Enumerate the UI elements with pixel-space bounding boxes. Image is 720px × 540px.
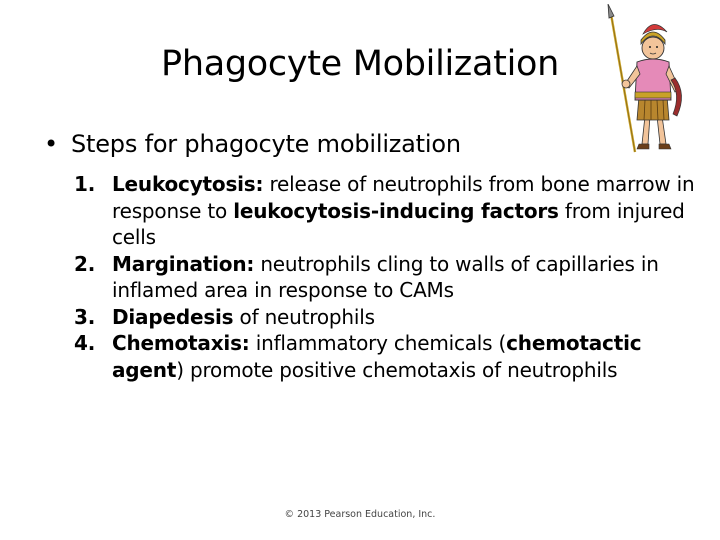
steps-list — [74, 171, 714, 383]
roman-soldier-illustration — [595, 4, 695, 154]
bullet-text: Steps for phagocyte mobilization — [71, 130, 461, 158]
step-term: Chemotaxis: — [112, 331, 250, 355]
list-item — [74, 171, 714, 251]
step-term: Margination: — [112, 251, 255, 276]
step-number: 2. — [74, 251, 96, 276]
bullet-marker: • — [44, 130, 58, 158]
list-item — [74, 251, 714, 304]
step-number: 4. — [74, 331, 96, 355]
step-text: ) promote positive chemotaxis of neutrophils — [176, 357, 618, 382]
list-item — [74, 330, 714, 383]
slide-title: Phagocyte Mobilization — [161, 44, 559, 84]
step-term: Leukocytosis: — [112, 172, 264, 196]
copyright-footer: © 2013 Pearson Education, Inc. — [284, 509, 436, 520]
main-bullet — [44, 130, 461, 158]
step-term: Diapedesis — [112, 304, 234, 329]
step-number: 1. — [74, 172, 96, 196]
step-number: 3. — [74, 304, 96, 329]
step-text: release of neutrophils from bone marrow in response to — [112, 172, 695, 223]
step-text: inflammatory chemicals ( — [249, 331, 507, 355]
step-text: neutrophils cling to walls of capillaries in inflamed area in response to CAMs — [112, 251, 659, 302]
list-item — [74, 304, 714, 331]
step-key-phrase: leukocytosis-inducing factors — [233, 198, 559, 223]
step-key-phrase: chemotactic agent — [112, 331, 642, 382]
step-text: from injured cells — [112, 198, 685, 249]
step-text: of neutrophils — [233, 304, 375, 329]
